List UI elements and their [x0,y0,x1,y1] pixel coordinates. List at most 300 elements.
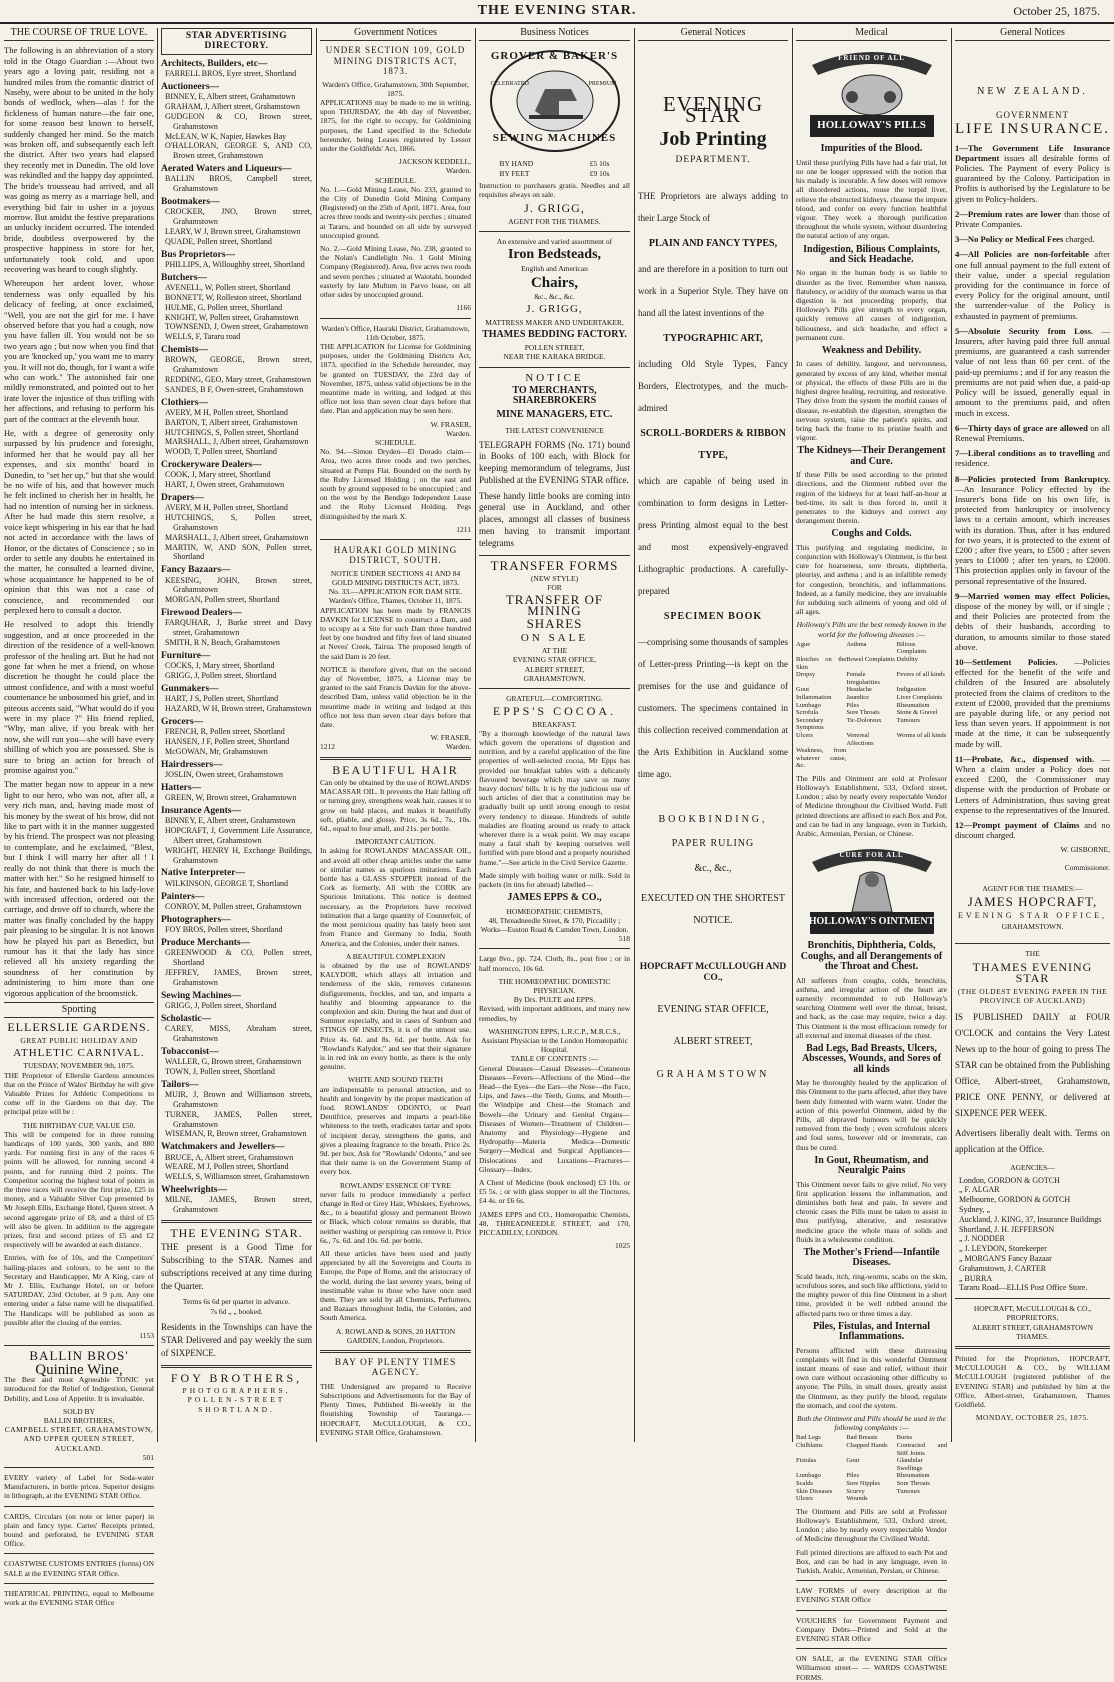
directory-entry: HAZARD, W H, Brown street, Grahamstown [165,703,312,713]
directory-category: Wheelwrights— [161,1184,227,1195]
directory-entry: SMITH, R N, Beach, Grahamstown [165,637,280,647]
directory-entry: AVERY, M H, Pollen street, Shortland [165,407,288,417]
insurance-condition [955,754,1110,815]
insurance-condition [955,820,1110,840]
directory-entry: LEARY, W J, Brown street, Grahamstown [165,227,301,236]
agency-entry: Auckland, J. KING, 37, Insurance Buildings [959,1214,1102,1224]
divider [479,688,630,689]
ad-subtitle: GREAT PUBLIC HOLIDAY AND [20,1035,138,1045]
ad-name: J. GRIGG, [526,303,583,316]
story-paragraph: The following is an abbreviation of a story told in the Otago Guardian :—About two years ago a loving pair, residing not a hundred miles from the romantic district of Naseby, were about to be united in the holy bonds of wedlock, when—alas ! for the fickleness of human nature—the fair one, for some reason best known to herself, suddenly changed her mind. So the match was broken off, and subsequently each left the district. After two years had elapsed they recently met in Dunedin. The old love was rekindled and the happy day appointed. The bride's trousseau had arrived, and all was going as merry as a marriage bell, and everything bid fair to usher in a joyous morrow. But amidst the festive preparations an unlucky incident occurred. The intended bride, doubtless overpowered by the prospective happiness in store for her, unfortunately took cold, and upon recovering was heard to cough slightly. [4,45,154,274]
ad-title: BALLIN BROS' [29,1348,129,1364]
logo-text-right: PREMIUM [588,81,617,88]
directory-entry: HANSEN, J F, Pollen street, Shortland [165,736,290,746]
directory-entry: CAREY, MISS, Abraham street, Grahamstown [165,1024,312,1043]
brand-banner: HOLLOWAY'S OINTMENT [808,916,935,928]
body-highlight: SPECIMEN BOOK [663,611,763,623]
directory-entry: TOWNSEND, J, Owen street, Grahamstown [165,322,309,332]
section-header-general: General Notices [955,28,1110,41]
grid-cell: Rheumatism [896,1472,930,1480]
condition-text: and residence. [955,448,1110,469]
ad-line: Assistant Physician to the London Homœopathic Hospital. [481,1036,628,1055]
ad-body: IS PUBLISHED DAILY at FOUR O'CLOCK and contains the Very Latest News up to the hour of going to press The STAR can be obtained from the Publishing Office, Albert-street, Grahamstown, PRICE ONE PENNY, or delivered at SIXPENCE PER WEEK. [955,1012,1110,1119]
divider [796,1580,947,1581]
grid-cell: Worms of all kinds [896,731,947,739]
ad-prize: THE BIRTHDAY CUP, VALUE £50. [22,1120,136,1130]
body-highlight: PLAIN AND FANCY TYPES, [648,238,778,250]
condition-text: than those of Private Companies. [955,208,1110,230]
grid-cell: Gout [846,1457,860,1465]
grid-cell: Fistulas [796,1457,817,1465]
agency-entry: Grahamstown, J. CARTER [959,1263,1047,1273]
condition-heading: 1—The Government Life Insurance Department [955,142,1110,163]
ad-line: EVENING STAR OFFICE, [512,655,597,665]
directory-entry: FARRELL BROS, Eyre street, Shortland [165,69,297,79]
directory-entry: FOY BROS, Pollen street, Shortland [165,925,283,935]
directory-entry: BARTON, T, Albert street, Grahamstown [165,417,298,427]
ad-line: SHORTLAND. [198,1404,275,1414]
story-paragraph: He resolved to adopt this friendly suggestion, and at once proceeded in the direction of the residence of a well-known professor of the healing art. But he had not gone far when he met a friend, on whose discretion he thought he could place the utmost confidence, and with a most woeful countenance he unbosomed his grief, and in piteous accents said, "What would do if you were in my place ?" His friend replied, "Why, man alive, if you break with her now, she will run you—she will have every shilling of which you are possessed. She is sure to bring an action for breach of promise against you." [4,619,154,776]
grid-cell: Tumours [896,1487,920,1495]
grid-cell: Dropsy [796,671,816,679]
med-heading: Coughs and Colds. [831,528,912,540]
column-5 [638,28,788,1442]
directory-category: Crockeryware Dealers— [161,459,262,470]
ad-body: Revised, with important additions, and many new remedies, by [479,1004,630,1023]
ad-line: By Drs. PULTE and EPPS. [513,995,596,1005]
notice-body: THE APPLICATION for License for Goldmining purposes, under the Goldmining Districts Act, 1873, specified in the Schedule hereunder, may be granted on TUESDAY, the 23rd day of November, 1875, unless valid objections be in the meantime made in writing, and lodged at this office not less than seven clear days before that date. Plan and application may be seen here. [320,341,471,416]
insurance-condition [955,591,1110,652]
small-ad: LAW FORMS of every description at the EVENING STAR Office [796,1586,947,1605]
story-paragraph: He, with a degree of generosity only surpassed by his prudence and foresight, informed her that he would pay all her expenses, and six months' board in Dunedin, to "set her up," but that she would be no wife of his, and that however much he felt inclined to cherish her in health, he had no intention of nursing her in sickness. After he had made this stern resolve, a voice kept whispering in his ear that he had not acted in accordance with the laws of Honor, or the dictates of Conscience ; so in order to settle any doubts he entertained in the matter, he consulted a learned divine, whose acquaintance he happened to be of opinion that this was not a case of conscience, and recommended our perplexed hero to consult a doctor. [4,428,154,615]
grid-cell: Skin Diseases [796,1487,833,1495]
directory-category: Aerated Waters and Liqueurs— [161,164,292,174]
ad-title: ELLERSLIE GARDENS. [7,1020,151,1035]
holloway-pills-emblem [802,45,942,141]
grid-cell: Piles [846,701,859,709]
ad-line: POLLEN-STREET [187,1395,286,1405]
notice-role: Warden. [445,742,471,752]
price-value: £5 10s [589,159,610,169]
ad-line: AGENCIES— [1010,1163,1055,1173]
ad-body: THE Undersigned are prepared to Receive Subscriptions and Advertisements for the Bay of Plenty Times, Published Bi-weekly in the flourishing Township of Tauranga.—HOPCRAFT, McCULLOUGH, & CO., EVENING STAR Office, Grahamstown. [320,1381,471,1437]
office-line: EVENING STAR OFFICE, [657,1004,769,1016]
notice-title: UNDER SECTION 109, GOLD MINING DISTRICTS ACT, 1873. [325,45,466,77]
ad-ref: 518 [618,934,630,944]
grid-cell: Debility [896,655,918,663]
ad-heading: SHARES [526,616,583,632]
ad-line: ON SALE [520,631,589,644]
condition-text: —Insurers, after having paid three full annual premiums, are guaranteed a cash surrender value of not less than 60 per cent. of the paid-up premiums ; and if for any reason the premiums are not paid when due, a paid-up Policy will be issued, generally equal in amount to the premiums paid, and often much in excess. [955,325,1110,418]
directory-entry: TOWN, J, Pollen street, Shortland [165,1066,275,1076]
directory-entry: BINNEY, E, Albert street, Grahamstown [165,816,296,826]
med-heading: The Kidneys—Their Derangement and Cure. [797,445,946,467]
condition-heading: 7—Liberal conditions as to travelling [955,448,1095,459]
body-text: and are therefore in a position to turn out work in a Superior Style. They have on hand all the latest inventions of the [638,264,788,319]
notice-subtitle: NOTICE UNDER SECTIONS 41 AND 84 GOLD MINING DISTRICTS ACT, 1873. [330,568,461,587]
directory-entry: WRIGHT, HENRY H, Exchange Buildings, Grahamstown [165,845,312,865]
ad-line: AGENT FOR THE THAMES. [508,216,601,226]
ribbon-text: CURE FOR ALL [839,851,904,860]
notice-item: No. 2.—Gold Mining Lease, No. 238, granted to the Nolan's Candlelight No. 1 Gold Mining Company (Registered). Area, five acres two roods and seven perches ; situated at Waiotahi, bounded easterly by late Multum in Parvo lease, on all other sides by unoccupied ground. [320,244,471,300]
condition-text: charged. [1065,234,1095,245]
ad-ref: 1153 [139,1331,154,1341]
med-body: The Ointment and Pills are sold at Professor Holloway's Establishment, 533, Oxford street, London ; also by nearly every respectable Vendor of Medicine throughout the Civilised World. [796,1506,947,1544]
grid-cell: Venereal Affections [846,731,874,747]
notice-office: Warden's Office, Hauraki District, Grahamstown, 11th October, 1875. [321,323,470,342]
med-body: If these Pills be used according to the printed directions, and the Ointment rubbed over the region of the kidneys for at least half-an-hour at bed-time, its salt is thus forced in, until it penetrates to the kidneys and correct any derangement therein. [796,470,947,526]
condition-heading: 11—Probate, &c., dispensed with. [955,753,1095,764]
story-headline: THE COURSE OF TRUE LOVE. [4,28,154,41]
grid-cell: Secondary Symptoms [796,716,824,732]
agency-entry: Shortland, J. H. JEFFERSON [959,1224,1055,1234]
med-heading: Bronchitis, Diphtheria, Colds, Coughs, and all Derangements of the Throat and Chest. [800,940,943,973]
grid-cell: Bilious Complaints [896,640,927,656]
notice-schedule: SCHEDULE. [374,175,417,185]
ad-line: English and American [521,264,588,274]
directory-entry: JEFFREY, JAMES, Brown street, Grahamstown [165,967,312,987]
grid-cell: Asthma [846,640,867,648]
directory-category: Firewood Dealers— [161,607,242,618]
grid-cell: Wounds [846,1495,868,1503]
ad-body: JAMES EPPS and CO., Homœopathic Chemists, 48, THREADNEEDLE STREET, and 170, PICCADILLY, LONDON. [479,1209,630,1238]
masthead [0,0,1114,24]
med-body: Scald heads, itch, ring-worms, scabs on the skin, scrofulous sores, and such like afflictions, yield to the mighty power of this fine Ointment in a short time, provided it be well rubbed around the affected parts two or three times a day. [796,1271,947,1318]
grid-cell: Jaundice [846,693,870,701]
ad-line: NEW ZEALAND. [977,86,1088,98]
directory-entry: McGOWAN, Mr, Grahamstown [165,746,268,756]
ad-line: (THE OLDEST EVENING PAPER IN THE PROVINCE OF AUCKLAND) [957,987,1108,1006]
ad-line: CAMPBELL STREET, GRAHAMSTOWN, AND UPPER QUEEN STREET, AUCKLAND. [4,1425,154,1453]
directory-category: Chemists— [161,344,208,355]
directory-entry: WALLER, G, Brown street, Grahamstown [165,1057,302,1067]
ad-line: BALLIN BROTHERS, [43,1415,115,1425]
directory-entry: BINNEY, E, Albert street, Grahamstown [165,92,296,102]
agency-entry: London, GORDON & GOTCH [959,1175,1060,1185]
directory-entry: BONNETT, W, Rolleston street, Shortland [165,293,302,302]
divider [479,948,630,949]
column-3 [320,28,471,1442]
directory-entry: MORGAN, Pollen street, Shortland [165,595,280,605]
directory-entry: WISEMAN, R, Brown street, Grahamstown [165,1129,307,1139]
ad-subheading: IMPORTANT CAUTION. [355,837,436,847]
ad-line: AT THE [541,646,568,656]
ad-body: Can only be obtained by the use of ROWLANDS' MACASSAR OIL. It prevents the Hair falling off or turning grey, strengthens weak hair, causes it to grow on bald places, and makes it beautifully soft, pliable, and glossy. Price, 3s 6d., 7s., 10s. 6d., equal to four small, and 21s. per bottle. [320,778,471,834]
directory-category: Bootmakers— [161,197,220,207]
agency-entry: Sydney, „ [959,1205,991,1215]
directory-category: Furniture— [161,650,211,661]
directory-entry: KNIGHT, W, Pollen street, Grahamstown [165,312,299,322]
section-header-government: Government Notices [320,28,471,41]
condition-text: —Policies effected for the benefit of the wife and children of the Insured are absolutely protected from the claims of creditors to the extent of £2000, provided that the premiums are payable during life, or any period not less than seven years. If appointment is not made at the time, it can be subsequently made by will. [955,656,1110,749]
directory-entry: BRUCE, A, Albert street, Grahamstown [165,1152,294,1162]
directory-entry: WELLS, F, Tararu road [165,332,241,342]
column-6 [796,27,947,1682]
government-notice [320,45,471,312]
divider [479,367,630,368]
directory-entry: AVERY, M H, Pollen street, Shortland [165,503,288,513]
directory-entry: McLEAN, W K, Napier, Hawkes Bay [165,131,287,141]
ad-title: BAY OF PLENTY TIMES AGENCY. [334,1358,457,1379]
body-text: which are capable of being used in combination to form designs in Letter-press Printing almost equal to the best and most expensively-engraved Lithographic productions. A carefully-prepared [638,476,788,597]
ad-line: An extensive and varied assortment of [496,236,613,246]
story-paragraph: The matter began now to appear in a new light to our hero, who was not, after all, a very rich man, and, having made most of his money by the sweat of his brow, did not like to part with it in the manner suggested by his friend. The prospect was not pleasing to contemplate, and he exclaimed, "Blest, but I think I will marry her after all ! I really do not think that there is much the matter with her." So he resigned himself to his fate, and hastened back to his lady-love with increased affection, ordered out the carriage, and drove off to church, where the matter was finally concluded by the happy pair pleasing to be singular. It is not known how he played his part as Benedict, but rumour has it that the lady has since relieved all his anxiety regarding the soundness of her constitution by administering to him more than one vigorous application of the broomstick. [4,779,154,998]
ad-line: ALBERT STREET, [524,664,585,674]
department-line: DEPARTMENT. [675,154,751,165]
condition-heading: 6—Thirty days of grace are allowed [955,422,1088,433]
directory-entry: GRIGG, J, Pollen street, Shortland [165,1000,277,1010]
column-4 [479,28,630,1442]
small-ad: EVERY variety of Label for Soda-water Manufacturers, in bottle prices. Superior designs in lithograph, at the EVENING STAR Office. [4,1472,154,1501]
column-rule [316,28,317,1442]
divider [320,539,471,540]
directory-entry: GUDGEON & CO, Brown street, Grahamstown [165,112,312,131]
agency-list [955,1176,1110,1294]
condition-heading: 9—Married women may effect Policies, [955,590,1110,601]
ad-line: 48, Threadneedle Street, & 170, Piccadilly ; Works—Euston Road & Camden Town, London. [480,915,629,934]
ad-body: All these articles have been used and justly appreciated by all the Sovereigns and Courts in Europe, the Pope of Rome, and the aristocracy of the world, during the last seventy years, being of inestimable value to those who have once used them. They are sold by all Chemists, Perfumers, and Bazaars throughout India, the Colonies, and South America. [320,1249,471,1323]
column-rule [792,28,793,1442]
ad-body: These handy little books are coming into general use in Auckland, and other places, amongst all classes of business men having to transmit important telegrams [479,490,630,548]
grid-cell: Inflammation [796,693,832,701]
notice-item: No. 94.—Simon Dryden—El Dorado claim—Area, two acres three roods and two perches, situated at Pumps Flat. Bounded on the north by the Ruby Licensed Holding ; on the east and south by ground supposed to be unoccupied ; and on the west by the Bendigo Independent Lease and the Ruby Licensed Holding. Pegs distinguished by the mark X. [320,447,471,521]
ad-body: The Best and most Agreeable TONIC yet introduced for the Relief of Indigestion, General Debility, and Loss of Appetite. It is invaluable. [4,1375,154,1403]
grid-cell: Fevers of all kinds [896,671,945,679]
imprint: Printed for the Proprietors, HOPCRAFT, McCULLOUGH & CO., by WILLIAM McCULLOUGH (registered publisher of the EVENING STAR) and published by him at the Office, Albert-street, Grahamstown, Thames Goldfield. [955,1354,1110,1410]
grover-baker-logo [485,45,625,157]
grid-cell: Tic-Doloreux [846,716,882,724]
directory-category: Watchmakers and Jewellers— [161,1142,285,1153]
ad-title: LIFE INSURANCE. [955,121,1111,138]
notice-ref: 1211 [456,524,471,534]
price-row [500,169,610,178]
column-rule [951,28,952,1442]
ad-subheading: A BEAUTIFUL COMPLEXION [345,951,446,961]
condition-text: on all Renewal Premiums. [955,422,1110,443]
column-rule [475,28,476,1442]
ad-heading: TRANSFER FORMS [490,557,619,573]
insurance-condition [955,234,1110,244]
divider [4,1583,154,1584]
small-ad: ON SALE, at the EVENING STAR Office Williamson street— — WARDS COASTWISE FORMS. [796,1654,947,1682]
ad-line: NEAR THE KARAKA BRIDGE. [503,352,606,362]
directory-entry: BROWN, GEORGE, Brown street, Grahamstown [165,355,312,375]
condition-text: and no discount charged. [955,820,1110,841]
government-notice [320,545,471,752]
directory-category: Hatters— [161,782,202,793]
directory-entry: HART, J S, Pollen street, Shortland [165,694,279,704]
divider [4,1467,154,1468]
notice-office: Warden's Office, Grahamstown, 30th September, 1875. [322,79,469,98]
divider [320,318,471,319]
column-7 [955,28,1110,1442]
divider [955,1346,1110,1349]
ad-body: THE present is a Good Time for Subscribing to the STAR. Names and subscriptions received at any time during the Quarter. [161,1242,312,1292]
both-heading: Both the Ointment and Pills should be used in the following complaints :— [797,1414,946,1433]
insurance-conditions [955,143,1110,841]
med-heading: Piles, Fistulas, and Internal Inflammations. [813,1320,930,1343]
divider [320,757,471,760]
directory-category: Clothiers— [161,397,208,408]
ad-body: Residents in the Townships can have the STAR Delivered and pay weekly the sum of SIXPENCE. [161,1321,312,1358]
directory-category: Architects, Builders, etc— [161,58,268,69]
ad-body: Advertisers liberally dealt with. Terms on application at the Office. [955,1128,1110,1155]
body-text: —comprising some thousands of samples of Letter-press Printing—is kept on the premises for the use and guidance of customers. The specimens contained in this collection received commendation at the Arts Exhibition in Auckland some time ago. [638,637,788,780]
section-header-business: Business Notices [479,28,630,41]
insurance-condition [955,657,1110,749]
directory-entry: WILKINSON, GEORGE T, Shortland [165,878,289,888]
job-printing-title: EVENING STAR [662,92,764,127]
column-1 [4,27,154,1607]
directory-category: Hairdressers— [161,759,223,770]
ad-body: General Diseases—Casual Diseases—Cutaneous Diseases—Fevers—Affections of the Mind—the Head—the Eyes—the Ears—the Nose—the Face, Lips, and Jaws—the Teeth, Gums, and Mouth—the Windpipe and Chest—the Stomach and Bowels—the Urinary and Genital Organs—Diseases of Women—Treatment of Children—Anatomy and Physiology—Hygiene and Hydropathy—Materia Medica—Domestic Surgery—Medical and Surgical Appliances—Dislocations and Luxations—Fractures—Glossary—Index. [479,1063,630,1174]
divider [479,231,630,232]
evening-star-subscription-ad [161,1225,312,1360]
condition-text: issues all desirable forms of Policies. The Payment of every Policy is guaranteed by the Colony. Participation in Profits is authorised by the Legislature to be given to Policy-holders. [955,152,1110,204]
notice-role: Warden. [445,166,471,176]
complaints-table [796,1434,947,1502]
notice-schedule: SCHEDULE. [374,437,417,447]
notice-role: Warden. [445,428,471,438]
condition-heading: 2—Premium rates are lower [955,208,1062,219]
directory-category: Drapers— [161,492,204,503]
directory-category: Scholastic— [161,1013,212,1024]
price-row [500,159,610,168]
insurance-condition [955,423,1110,443]
insurance-condition [955,474,1110,586]
directory-category: Butchers— [161,272,207,283]
grid-cell: Tumours [896,716,920,724]
ad-line: PROPRIETORS, [1006,1313,1059,1323]
grid-cell: Gout [796,686,809,694]
job-printing-body [638,185,788,785]
ad-heading: EPPS'S COCOA. [492,704,617,719]
grid-cell: Ulcers [796,1495,813,1503]
directory-category: Fancy Bazaars— [161,565,231,576]
logo-text-bottom: SEWING MACHINES [492,132,617,145]
directory-entry: HULME, G, Pollen street, Shortland [165,302,283,312]
ad-body: A Chest of Medicine (book enclosed) £3 10s. or £5 5s. ; or with glass stopper to all the Tinctures, £4 4s. or £6 6s. [479,1178,630,1206]
ad-line: HOMŒOPATHIC CHEMISTS, [506,906,603,916]
divider [4,1345,154,1346]
grid-cell: Bad Legs [796,1434,821,1442]
body-text: THE Proprietors are always adding to their Large Stock of [638,191,788,224]
grid-cell: Sore Throats [896,1480,930,1488]
med-body: May be thoroughly healed by the application of this Ointment to the parts affected, after they have been duly fomented with warm water. Under the action of this powerful Ointment, aided by the Pills, all depraved humours will be quickly removed from the body ; even scrofulous ulcers and foul sores, however old or inveterate, can thus be cured. [796,1078,947,1152]
ad-heading: TO MERCHANTS, SHAREBROKERS [512,385,597,407]
service-line: &c., &c., [694,862,732,874]
notice-body: APPLICATION has been made by FRANCIS DAVKIN for LICENSE to construct a Dam, and to occupy as a Site for such Dam three hundred feet by one hundred and fifty feet of land situated at Neves' Creek, Tairua. The proposed length of the said Dam is 20 feet. [320,605,471,661]
divider [955,1298,1110,1299]
ad-product: Quinine Wine, [35,1361,123,1378]
med-heading: Impurities of the Blood. [820,143,923,155]
grid-cell: Piles [846,1472,859,1480]
directory-entry: WOOD, T, Pollen street, Shortland [165,447,277,457]
directory-category: Native Interpreter— [161,868,245,879]
service-line: BOOKBINDING, [658,814,768,826]
ad-heading: NOTICE [525,371,584,384]
insurance-condition [955,249,1110,320]
notice-body: NOTICE is therefore given, that on the second day of November, 1875, a License may be granted to the said Francis Davkin for the above-described Dam, unless valid objection be in the meantime made in writing and lodged at this office not less than seven clear days before that date. [320,664,471,730]
med-heading: Bad Legs, Bad Breasts, Ulcers, Abscesses, Wounds, and Sores of all kinds [801,1042,942,1075]
ad-heading: TRANSFER OF MINING [505,592,604,618]
publisher-name: HOPCRAFT McCULLOUGH AND CO., [639,962,787,983]
ad-heading: MINE MANAGERS, ETC. [496,408,613,420]
price-list [500,159,610,177]
directory-entry: KEESING, JOHN, Brown street, Grahamstown [165,575,312,595]
ad-subheading: ROWLANDS' ESSENCE OF TYRE [339,1180,451,1190]
ad-heading: Iron Bedsteads, [507,247,602,263]
grid-cell: Sore Nipples [846,1480,881,1488]
brand-banner: HOLLOWAY'S PILLS [817,119,926,132]
insurance-condition [955,448,1110,468]
med-heading: Indigestion, Bilious Complaints, and Sick Headache. [803,243,940,266]
holloway-ointment-emblem [802,842,942,938]
divider [320,1350,471,1353]
grid-cell: Bad Breasts [846,1434,878,1442]
agency-entry: „ J. NODDER [959,1234,1005,1244]
directory-entry: MILNE, JAMES, Brown street, Grahamstown [165,1195,312,1215]
insurance-condition [955,326,1110,418]
directory-entry: CROCKER, JNO, Brown street, Grahamstown [165,207,312,227]
ad-terms: Terms 6s 6d per quarter in advance. [182,1297,291,1307]
med-body: Persons afflicted with these distressing complaints will find in this wonderful Ointment instant means of ease and relief, without their own cure without occasioning other difficulty to anyone. The Pills, in small doses, greatly assist the Ointment, as they purify the blood, regulate the stomach, and cool the system. [796,1345,947,1410]
body-highlight: TYPOGRAPHIC ART, [663,333,763,345]
ad-date: TUESDAY, NOVEMBER 9th, 1875. [23,1061,135,1071]
column-rule [634,28,635,1442]
directory-entry: HOPCRAFT, J, Government Life Assurance, Albert street, Grahamstown [165,826,312,845]
directory-entry: GRIGG, J, Pollen street, Shortland [165,670,277,680]
directory-category: Grocers— [161,716,204,727]
story-body [4,45,154,998]
directory-category: Tailors— [161,1079,199,1090]
divider [161,1365,312,1368]
condition-heading: 12—Prompt payment of Claims [955,820,1080,831]
med-heading: In Gout, Rheumatism, and Neuralgic Pains [814,1154,929,1177]
ad-body: TELEGRAPH FORMS (No. 171) bound in Books of 100 each, with Block for keeping memorandum of telegrams, Just Published at the EVENING STAR office. [479,439,630,485]
grid-cell: Rheumatism [896,701,930,709]
agency-entry: Tararu Road—ELLIS Post Office Store. [959,1283,1088,1293]
notice-title: HAURAKI GOLD MINING DISTRICT, SOUTH. [333,544,458,566]
agency-entry: „ BURRA [959,1273,993,1283]
divider [955,943,1110,944]
grid-cell: Contracted and Stiff Joints [896,1442,947,1457]
agency-entry: „ MORGAN'S Fancy Bazaar [959,1254,1052,1264]
grid-cell: Stone & Gravel [896,709,938,717]
grid-cell: Lumbago [796,701,821,709]
ad-body: Large 8vo., pp. 724. Cloth, 8s., post free ; or in half morocco, 10s 6d. [479,954,630,973]
ad-title: BEAUTIFUL HAIR [332,762,459,777]
small-ad: CARDS, Circulars (on note or letter paper) in plain and fancy type. Cartes' Receipts printed, bound and perforated, he EVENING STAR Office. [4,1511,154,1549]
small-ad: COASTWISE CUSTOMS ENTRIES (forms) ON SALE at the EVENING STAR Office. [4,1559,154,1578]
directory-entry: MARTIN, W, AND SON, Pollen street, Shortland [165,542,312,562]
directory-category: Gunmakers— [161,683,219,694]
column-2 [161,28,312,1442]
directory-entry: HART, J, Owen street, Grahamstown [165,480,285,490]
med-body: Until these purifying Pills have had a fair trial, let no one be longer oppressed with the notion that his malady is incurable. A few doses will remove all disordered actions, rouse the torpid liver, relieve the obstructed kidneys, cleanse the impure blood, and confer on every function healthful vigour. They work a thorough purification throughout the whole system, without disordering the natural action of any organ. [796,157,947,241]
grid-cell: Weakness, from whatever cause, &c. [796,747,847,770]
service-line: PAPER RULING [671,838,755,850]
ad-body: "By a thorough knowledge of the natural laws which govern the operations of digestion and nutrition, and by a careful application of the fine properties of well-selected cocoa, Mr Epps has provided our breakfast tables with a delicately flavoured beverage which may save us many heavy doctors' bills. It is by the judicious use of such articles of diet that a constitution may be gradually built up until strong enough to resist every tendency to disease. Hundreds of subtle maladies are floating around us ready to attack wherever there is a weak point. We may escape many a fatal shaft by keeping ourselves well fortified with pure blood and a properly nourished frame."—See article in the Civil Service Gazette. [479,728,630,867]
notice-item: No. 1.—Gold Mining Lease, No. 233, granted to the City of Dunedin Gold Mining Company (Registered) on the 25th of April, 1871. Area, four acres three roods and twenty-six perches ; situated at Tararu, and bounded on all side by surveyed unoccupied ground. [320,184,472,240]
ad-body: THE Proprietor of Ellerslie Gardens announces that on the Prince of Wales' Birthday he will give Valuable Prizes for Athletic Competitions to come off in the Gardens on that day. The principal prize will be : [4,1070,154,1117]
advertising-directory [161,59,312,1215]
ad-line: PHOTOGRAPHERS, [182,1386,291,1396]
divider [161,1220,312,1223]
ad-subtitle: ATHLETIC CARNIVAL. [13,1046,145,1059]
ad-line: THE LATEST CONVENIENCE [505,426,604,436]
ad-body: Made simply with boiling water or milk. Sold in packets (in tins for abroad) labelled— [479,870,630,889]
